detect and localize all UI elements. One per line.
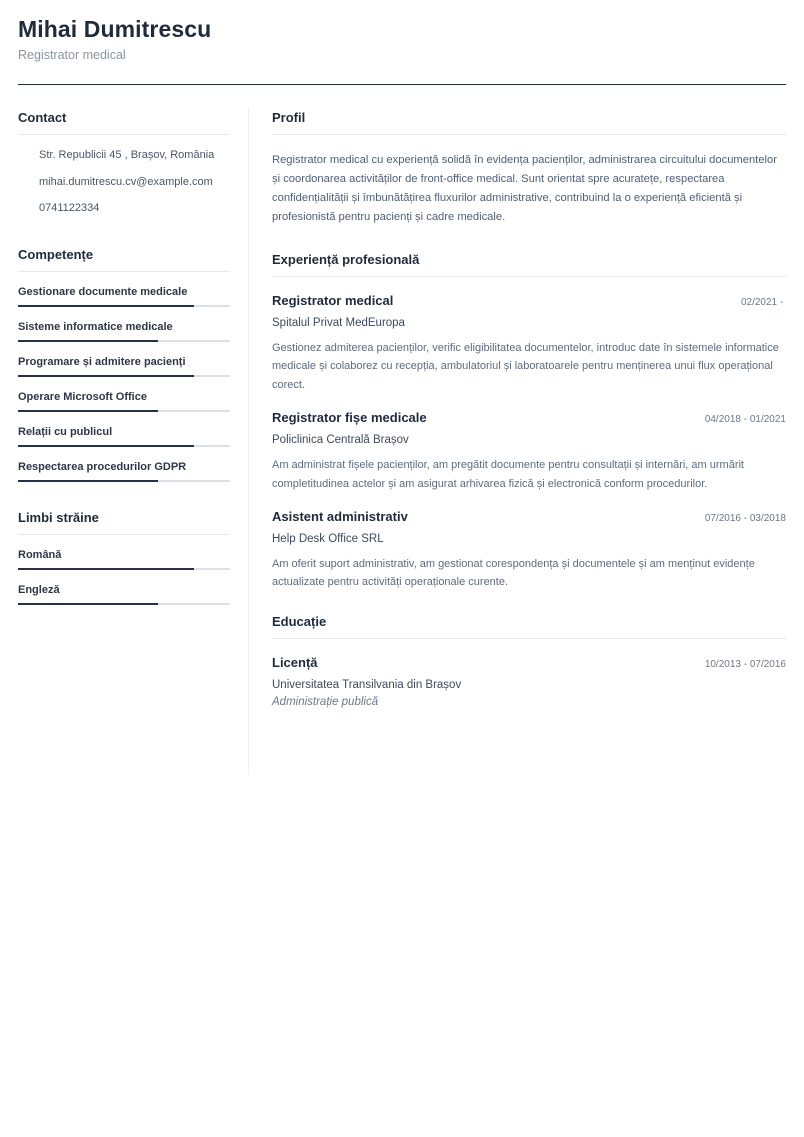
experience-list: [272, 293, 786, 592]
contact-heading: Contact: [18, 110, 230, 135]
language-item: [18, 549, 230, 570]
education-degree: Licență: [272, 654, 318, 670]
skill-item-level-bar: [18, 480, 230, 482]
job-date: 02/2021 -: [740, 297, 786, 308]
skill-item-level-fill: [18, 480, 158, 482]
education-school: Universitatea Transilvania din Brașov: [272, 678, 462, 691]
education-entry: [272, 655, 786, 708]
column-divider: [248, 108, 249, 774]
language-item-level-fill: [18, 568, 194, 570]
job-date: 04/2018 - 01/2021: [704, 414, 786, 426]
job-entry: [272, 410, 786, 493]
job-description: Am oferit suport administrativ, am gestionat corespondența și documentele și am menținut evidențe actualizate pentru activități operaționale curente.: [272, 558, 755, 589]
job-role: Registrator fișe medicale: [272, 410, 427, 426]
job-header: [272, 410, 786, 425]
job-entry: [272, 293, 786, 394]
sidebar: [18, 110, 230, 605]
job-description: Am administrat fișele pacienților, am pregătit documente pentru consultații și internări, am urmărit completitudinea actelor și am asigurat arhivarea fizică și electronică conform procedurilor.: [272, 459, 744, 490]
candidate-title: Registrator medical: [18, 48, 126, 62]
language-item-level-bar: [18, 603, 230, 605]
education-list: [272, 655, 786, 708]
skill-item-name: Sisteme informatice medicale: [18, 320, 173, 333]
skill-item: [18, 286, 230, 307]
contact-phone[interactable]: 0741122334: [39, 202, 100, 214]
skill-item: [18, 461, 230, 482]
skill-item: [18, 391, 230, 412]
skill-item-level-bar: [18, 410, 230, 412]
job-role: Asistent administrativ: [272, 509, 408, 525]
contact-address: Str. Republicii 45 , Brașov, România: [39, 149, 215, 161]
education-header: [272, 655, 786, 670]
contact-email[interactable]: mihai.dumitrescu.cv@example.com: [39, 175, 213, 188]
job-header: [272, 293, 786, 308]
profile-text: Registrator medical cu experiență solidă în evidența pacienților, administrarea circuitului documentelor și coordonarea activităților de front-office medical. Sunt orientat spre acuratețe, respectarea confidențialității și îmbunătățirea fluxurilor administrative, contribuind la o experiență eficientă și profesionistă pentru pacienți și cadre medicale.: [272, 154, 777, 223]
languages-list: [18, 549, 230, 605]
job-header: [272, 509, 786, 524]
resume-page: [18, 0, 786, 708]
skill-item-level-fill: [18, 410, 158, 412]
job-role: Registrator medical: [272, 293, 394, 308]
contact-list: [18, 149, 230, 229]
skill-item: [18, 426, 230, 447]
skill-item: [18, 321, 230, 342]
language-item-name: Română: [18, 548, 62, 561]
resume-header: [18, 0, 786, 62]
skill-item-level-bar: [18, 305, 230, 307]
job-date: 07/2016 - 03/2018: [704, 513, 786, 525]
education-field: Administrație publică: [272, 695, 379, 708]
skill-item-level-bar: [18, 375, 230, 377]
skill-item-name: Respectarea procedurilor GDPR: [18, 460, 187, 473]
job-description: Gestionez admiterea pacienților, verific eligibilitatea documentelor, introduc date în sistemele informatice medicale și colaborez cu recepția, ambulatoriul și laboratoarele pentru menținerea unui flux operațional corect.: [272, 342, 779, 391]
header-divider: [18, 84, 786, 85]
skill-item-name: Programare și admitere pacienți: [18, 355, 186, 368]
skills-list: [18, 286, 230, 482]
job-entry: [272, 509, 786, 592]
job-company: Policlinica Centrală Brașov: [272, 434, 409, 447]
skill-item-level-bar: [18, 340, 230, 342]
skills-heading: Competențe: [18, 247, 230, 272]
job-company: Spitalul Privat MedEuropa: [272, 317, 405, 329]
skill-item: [18, 356, 230, 377]
skill-item-name: Operare Microsoft Office: [18, 390, 147, 403]
skill-item-level-bar: [18, 445, 230, 447]
skill-item-level-fill: [18, 340, 158, 342]
language-item-level-fill: [18, 603, 158, 605]
skill-item-name: Relații cu publicul: [18, 425, 113, 438]
job-company: Help Desk Office SRL: [272, 533, 384, 546]
profile-heading: Profil: [272, 110, 786, 135]
candidate-name: Mihai Dumitrescu: [18, 16, 212, 42]
main-content: [272, 110, 786, 708]
language-item-level-bar: [18, 568, 230, 570]
languages-heading: Limbi străine: [18, 510, 230, 535]
language-item: [18, 584, 230, 605]
skill-item-level-fill: [18, 305, 194, 307]
education-date: 10/2013 - 07/2016: [704, 658, 786, 670]
skill-item-level-fill: [18, 375, 194, 377]
experience-heading: Experiență profesională: [272, 252, 786, 277]
skill-item-name: Gestionare documente medicale: [18, 285, 188, 298]
skill-item-level-fill: [18, 445, 194, 447]
education-heading: Educație: [272, 614, 786, 639]
language-item-name: Engleză: [18, 583, 60, 596]
